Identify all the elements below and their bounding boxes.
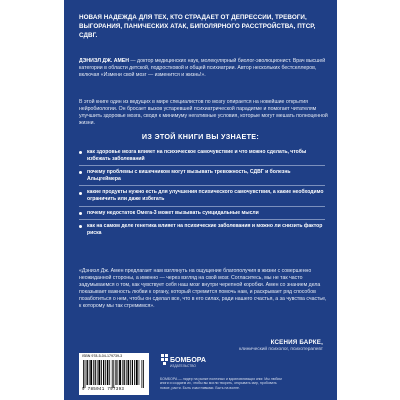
bullet-text: как на самом деле генетика влияет на психические заболевания и можно ли снизить фактор риска bbox=[87, 223, 323, 236]
learn-section-title: ИЗ ЭТОЙ КНИГИ ВЫ УЗНАЕТЕ: bbox=[141, 132, 260, 141]
publisher-name: БОМБОРА bbox=[170, 357, 206, 364]
quote-author-role: клинический психолог, психотерапевт bbox=[239, 347, 323, 352]
review-quote: «Дэниэл Дж. Амен предлагает нам взглянуть на ощущение благополучия в жизни с совершенно неожиданной стороны, а именно — через взгляд на свой мозг. Согласитесь, мы не так часто задумываемся о том, как чувствует себя наш мозг внутри черепной коробки. Амен со знанием дела показывает важность любви к органу, который стремится помочь нам, и раскрывает ряд способов позаботиться о нем, чтобы он сделал все, что в его силах, ради нашего счастья, а за чувства счастье, к которому мы так стремимся». bbox=[79, 268, 327, 309]
bullet-dot-icon bbox=[79, 192, 82, 195]
bullet-dot-icon bbox=[79, 225, 82, 228]
list-item bbox=[79, 185, 325, 205]
list-item bbox=[79, 146, 325, 165]
list-item bbox=[79, 165, 325, 185]
publisher-sub: ИЗДАТЕЛЬСТВО bbox=[170, 364, 196, 368]
publisher-blurb: БОМБОРА — лидер на рынке полезных и вдохновляющих книг. Мы любим книги и создаем их, чтобы вы могли творить, открывать мир, пробовать новое, расти. Быть счастливыми. Быть на волне. bbox=[160, 377, 282, 390]
author-bio bbox=[79, 58, 329, 79]
bullet-text: какие продукты нужно есть для улучшения психического самочувствия, а какие необходимо ограничить или даже избегать bbox=[87, 189, 324, 202]
bullet-text: почему недостаток Омега-3 может вызывать суицидальные мысли bbox=[87, 209, 259, 216]
bullet-text: как здоровье мозга влияет на психическое самочувствие и что можно сделать, чтобы избежать заболеваний bbox=[87, 149, 307, 162]
book-back-cover bbox=[64, 0, 337, 400]
quote-author bbox=[239, 339, 323, 352]
author-bio-text: — доктор медицинских наук, молекулярный биолог-эволюционист. Врач высшей категории в области детской, подростковой и общей психиатрии. Автор нескольких бестселлеров, включая «Измени свой мозг — изменится и жизнь!». bbox=[79, 58, 326, 78]
quote-author-name: КСЕНИЯ БАРКЕ, bbox=[270, 339, 323, 346]
bullet-dot-icon bbox=[79, 151, 82, 154]
learn-bullet-list bbox=[79, 146, 325, 239]
barcode-icon bbox=[82, 360, 146, 388]
headline: НОВАЯ НАДЕЖДА ДЛЯ ТЕХ, КТО СТРАДАЕТ ОТ ДЕПРЕССИИ, ТРЕВОГИ, ВЫГОРАНИЯ, ПАНИЧЕСКИХ АТАК, БИПОЛЯРНОГО РАССТРОЙСТВА, ПТСР, СДВГ. bbox=[79, 14, 316, 39]
author-name: ДЭНИЭЛ ДЖ. АМЕН bbox=[79, 58, 129, 64]
bombora-logo bbox=[161, 353, 207, 375]
bullet-dot-icon bbox=[79, 212, 82, 215]
list-item bbox=[79, 219, 325, 239]
barcode-digits: 9 785041 797393 bbox=[82, 388, 125, 392]
bullet-dot-icon bbox=[79, 171, 82, 174]
isbn-barcode-block bbox=[79, 353, 149, 395]
bullet-text: почему проблемы с кишечником могут вызывать тревожность, СДВГ и болезнь Альцгеймера bbox=[87, 169, 291, 182]
intro-paragraph: В этой книге один из ведущих в мире специалистов по мозгу опирается на новейшие открытия нейробиологии. Он бросает вызов устаревшей психиатрической парадигме и помогает читателям улучшить здоровье мозга, сводя к минимуму негативные условия, которые могут мешать полноценной жизни. bbox=[79, 99, 328, 126]
list-item bbox=[79, 206, 325, 220]
isbn-label: ISBN 978-5-04-179739-3 bbox=[82, 354, 123, 358]
